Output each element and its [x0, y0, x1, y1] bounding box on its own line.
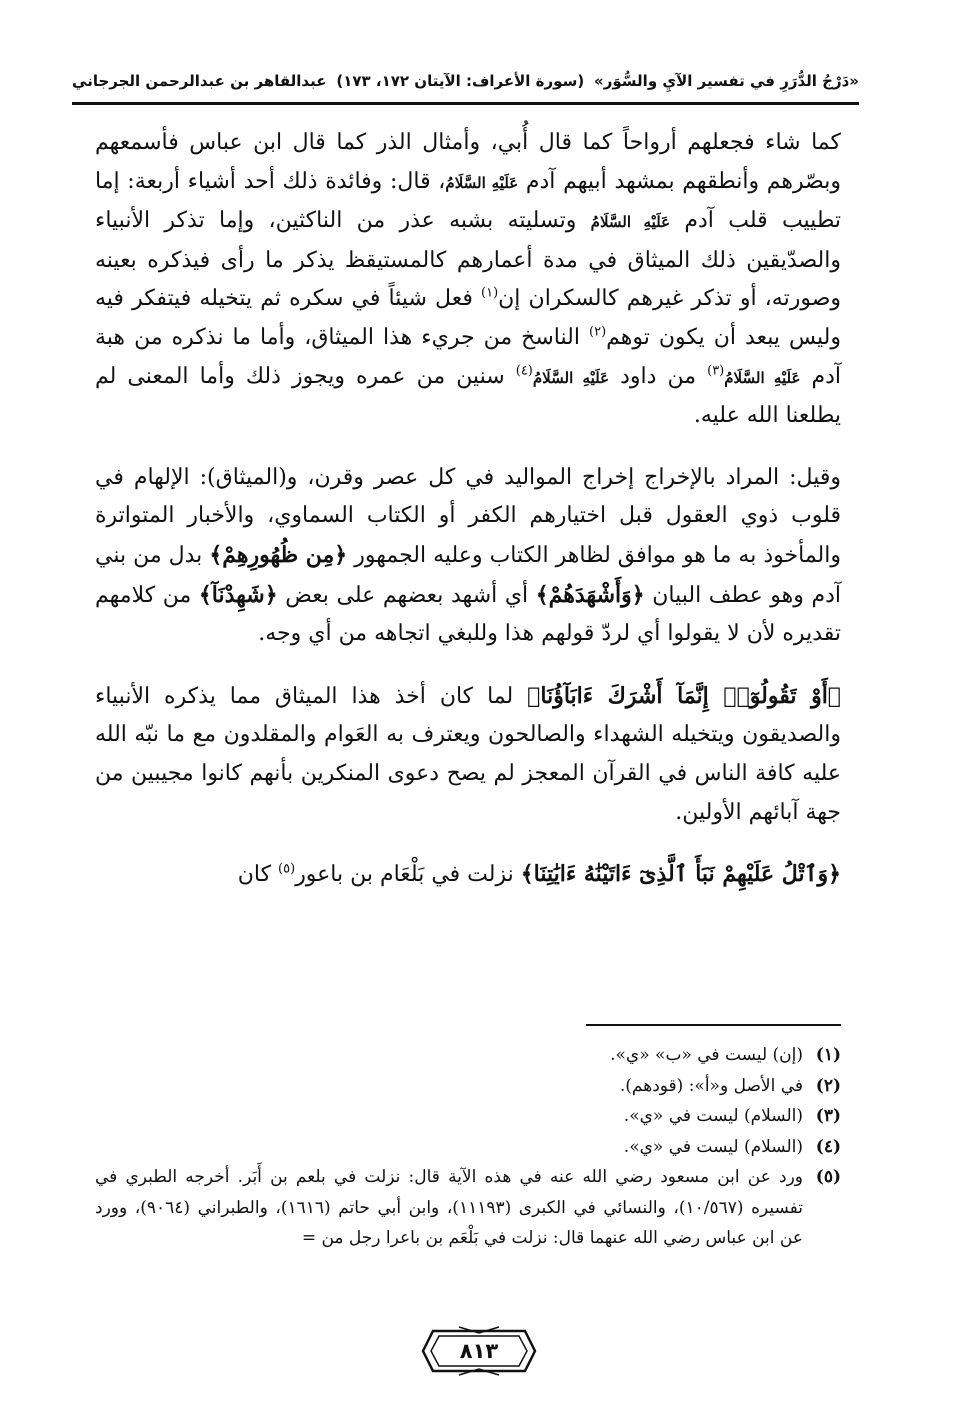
footnote-text: ورد عن ابن مسعود رضي الله عنه في هذه الآية قال: نزلت في بلعم بن أَبَر. أخرجه الطبري في تفسيره (١٠/٥٦٧)، والنسائي في الكبرى (١١١٩٣)، وابن أبي حاتم (١٦١٦)، والطبراني (٩٠٦٤)، وورد عن ابن عباس رضي الله عنهما قال: نزلت في بَلْعَم بن باعرا رجل من = [95, 1167, 803, 1248]
text-run: وتسليته بشبه عذر من الناكثين، وإما تذكر الأنبياء والصدّيقين ذلك الميثاق في مدة أعمارهم كالمستيقظ يذكر ما رأى فيذكره بعينه وصورته، أو تذكر غيرهم كالسكران إن [95, 208, 841, 312]
text-run: وقيل: المراد بالإخراج إخراج المواليد في كل عصر وقرن، و(الميثاق): الإلهام في قلوب ذوي العقول قبل اختيارهم الكفر أو الكتاب السماوي، والأخبار المتواترة والمأخوذ به ما هو موافق لظاهر الكتاب وعليه الجمهور [95, 464, 842, 568]
quran-quote: ﴿وَأَشْهَدَهُمْ﴾ [535, 581, 645, 608]
text-run: من كلامهم تقديره لأن لا يقولوا أي لردّ قولهم هذا وللبغي اتجاهه من أي وجه. [95, 582, 841, 647]
footnote-ref-1[interactable]: (١) [481, 286, 499, 302]
header-book-title: «دَرْجُ الدُّرَرِ في تفسير الآيِ والسُّوَر» [594, 72, 859, 90]
page-number: ٨١٣ [459, 1339, 499, 1363]
header-author: عبدالقاهر بن عبدالرحمن الجرجاني [72, 72, 327, 90]
footnote-number: (٤) [815, 1136, 841, 1157]
footnote-number: (٥) [815, 1167, 841, 1187]
footnote-number: (١) [815, 1045, 841, 1065]
quran-quote: ﴿وَٱتْلُ عَلَيْهِمْ نَبَأَ ٱلَّذِىٓ ءَاتَيْنَٰهُ ءَايَٰتِنَا﴾ [520, 861, 841, 888]
running-header [72, 64, 859, 98]
footnote-item [95, 1101, 841, 1132]
page-number-ornament [419, 1325, 539, 1377]
text-run: كما شاء فجعلهم أرواحاً كما قال أُبي، وأمثال الذر كما قال ابن عباس فأسمعهم وبصّرهم وأنطقهم بمشهد أبيهم آدم [95, 130, 841, 194]
honorific-glyph: عَلَيْهِ السَّلَامُ [724, 368, 801, 387]
quran-quote: ﴿شَهِدْنَآ﴾ [198, 581, 278, 608]
paragraph-2 [95, 459, 841, 654]
text-run: كان [237, 862, 272, 888]
honorific-glyph: عَلَيْهِ السَّلَامُ [590, 213, 671, 232]
footnote-ref-3[interactable]: (٣) [707, 363, 725, 379]
footnote-number: (٣) [815, 1106, 841, 1126]
text-run: ، قال: وفائدة ذلك أحد أشياء أربعة: إما تطييب قلب آدم [95, 168, 841, 234]
footnote-number: (٢) [815, 1075, 841, 1096]
quran-quote: ﴿مِن ظُهُورِهِمْ﴾ [209, 541, 348, 568]
text-run: من داود [620, 363, 697, 389]
main-text [95, 124, 841, 895]
footnote-text: (السلام) ليست في «ي». [623, 1136, 803, 1157]
footnote-ref-5[interactable]: (٥) [278, 861, 296, 877]
honorific-glyph: عَلَيْهِ السَّلَامُ [532, 368, 610, 387]
footnote-ref-4[interactable]: (٤) [515, 363, 533, 379]
footnote-text: (السلام) ليست في «ي». [623, 1106, 803, 1126]
footnote-item [95, 1162, 841, 1254]
honorific-glyph: عَلَيْهِ السَّلَامُ [445, 173, 519, 192]
footnote-text: في الأصل و«أ»: (قودهم). [619, 1075, 803, 1096]
quran-quote: ﴿أَوْ تَقُولُوٓا۟ إِنَّمَآ أَشْرَكَ ءَابَآؤُنَا﴾ [527, 682, 842, 709]
footnote-item [95, 1132, 841, 1163]
footnote-item [95, 1071, 841, 1102]
header-divider [72, 102, 859, 105]
text-run: أي أشهد بعضهم على بعض [285, 582, 529, 608]
footnote-item [95, 1040, 841, 1071]
footnote-divider [586, 1024, 841, 1026]
paragraph-1 [95, 124, 841, 436]
text-run: بدل من بني آدم وهو عطف البيان [95, 542, 842, 608]
header-section: (سورة الأعراف: الآيتان ١٧٢، ١٧٣) [336, 72, 585, 90]
text-run: نزلت في بَلْعَام بن باعور [295, 862, 514, 888]
footnote-text: (إن) ليست في «ب» «ي». [610, 1045, 803, 1065]
paragraph-3 [95, 677, 841, 832]
footnotes [95, 1040, 841, 1254]
text-run: الناسخ من جريء هذا الميثاق، وأما ما نذكره من هبة آدم [95, 324, 841, 389]
text-run: لما كان أخذ هذا الميثاق مما يذكره الأنبياء والصديقون ويتخيله الشهداء والصالحون ويعترف به العَوام والمقلدون مع ما نبّه الله عليه كافة الناس في القرآن المعجز لم يصح دعوى المنكرين بأنهم كانوا مجيبين من جهة آبائهم الأولين. [95, 683, 841, 825]
paragraph-4 [95, 855, 841, 895]
footnote-ref-2[interactable]: (٢) [589, 324, 607, 340]
text-run: فعل شيئاً في سكره ثم يتخيله فيتفكر فيه وليس يبعد أن يكون توهم [95, 286, 841, 350]
text-run: سنين من عمره ويجوز ذلك وأما المعنى لم يطلعنا الله عليه. [95, 363, 841, 429]
